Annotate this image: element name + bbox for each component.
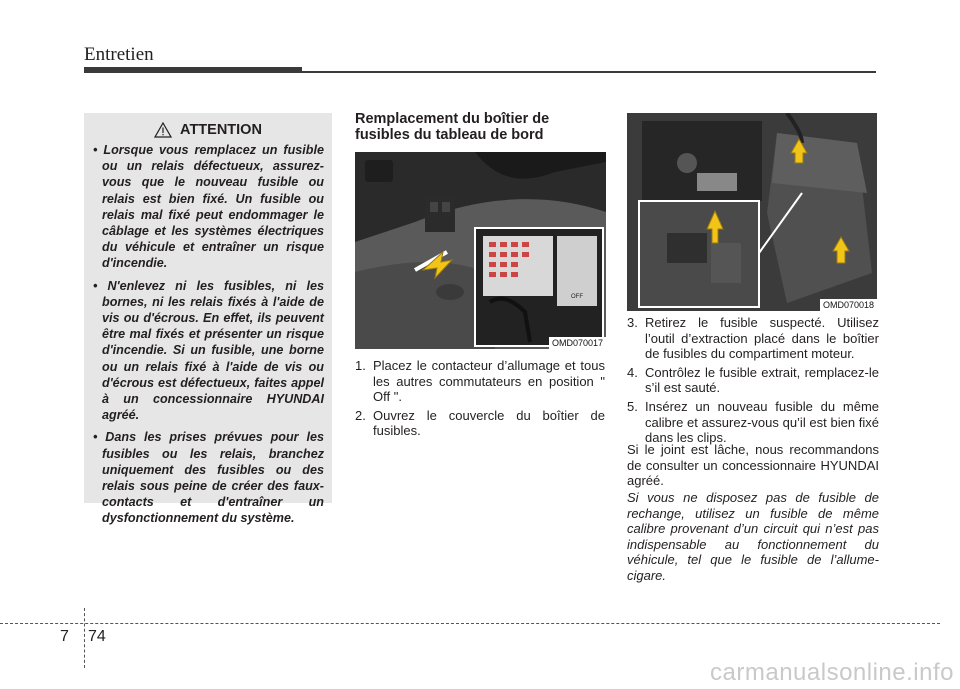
step-number: 4.: [627, 364, 638, 380]
caution-box: [84, 113, 332, 526]
watermark-text: carmanualsonline.info: [710, 659, 954, 686]
engine-fuse-photo: [627, 113, 877, 311]
step-item: [355, 358, 605, 405]
section-title: Remplacement du boîtier de fusibles du tableau de bord: [355, 111, 550, 143]
step-text: Insérez un nouveau fusible du même calibre et assurez-vous qu’il est bien fixé dans les clips.: [645, 398, 879, 446]
caution-title: ATTENTION: [180, 122, 262, 138]
step-item: [627, 365, 879, 396]
photo-code-label: OMD070017: [549, 337, 606, 349]
step-item: [627, 315, 879, 362]
step-text: Contrôlez le fusible extrait, remplacez-le s’il est sauté.: [645, 364, 879, 396]
spare-fuse-note: Si vous ne disposez pas de fusible de rechange, utilisez un fusible de même calibre provenant d’un circuit qui n’est pas indispensable au fonctionnement du véhicule, tel que le fusible de l’allume-cigare.: [627, 490, 879, 583]
chapter-number: 7: [60, 628, 69, 645]
engine-fuse-illustration: [627, 113, 877, 311]
step-text: Ouvrez le couvercle du boîtier de fusibles.: [373, 407, 605, 439]
step-text: Retirez le fusible suspecté. Utilisez l’outil d’extraction placé dans le boîtier de fusibles du compartiment moteur.: [645, 315, 879, 362]
caution-item: • Lorsque vous remplacez un fusible ou un relais défectueux, assurez-vous que le nouveau fusible ou relais est bien fixé. Un fusible ou relais mal fixé peut endommager le câblage et les systèmes électriques du véhicule et entraîner un risque d'incendie.: [93, 143, 324, 271]
step-number: 5.: [627, 398, 638, 414]
photo-code-label: OMD070018: [820, 299, 877, 311]
steps-list-right: [627, 315, 879, 449]
step-number: 1.: [355, 358, 366, 373]
dealer-note: Si le joint est lâche, nous recommandons de consulter un concessionnaire HYUNDAI agréé.: [627, 442, 879, 489]
warning-triangle-icon: [154, 122, 172, 138]
step-number: 3.: [627, 315, 638, 330]
dashboard-fuse-illustration: [355, 152, 606, 349]
header-rule-thick: [84, 67, 302, 73]
caution-item: • N'enlevez ni les fusibles, ni les bornes, ni les relais fixés à l'aide de vis ou d'écrous. En effet, ils peuvent être mal fixés et présenter un risque d'incendie. Si un fusible, une borne ou un relais fixé à l'aide de vis ou d'écrous est défectueux, faites appel à un concessionnaire HYUNDAI agréé.: [93, 278, 324, 423]
page-header-title: Entretien: [84, 44, 154, 65]
step-item: [627, 399, 879, 446]
step-item: [355, 408, 605, 439]
switch-off-label: OFF: [571, 294, 583, 300]
caution-item: • Dans les prises prévues pour les fusibles ou les relais, branchez uniquement des fusibles ou des relais sous peine de créer des faux-contacts et d'entraîner un dysfonctionnement du système.: [93, 430, 324, 526]
step-text: Placez le contacteur d’allumage et tous les autres commutateurs en position " Off ".: [373, 358, 605, 405]
header-rule-thin: [302, 71, 876, 73]
caution-header: [92, 122, 324, 138]
steps-list-left: [355, 358, 605, 442]
step-number: 2.: [355, 407, 366, 423]
footer-divider: [84, 608, 85, 668]
caution-list: [92, 142, 324, 527]
page-number: 74: [88, 628, 106, 645]
dashboard-fuse-photo: [355, 152, 606, 349]
footer-rule: [0, 623, 940, 624]
switch-on-label: ON: [572, 308, 582, 314]
